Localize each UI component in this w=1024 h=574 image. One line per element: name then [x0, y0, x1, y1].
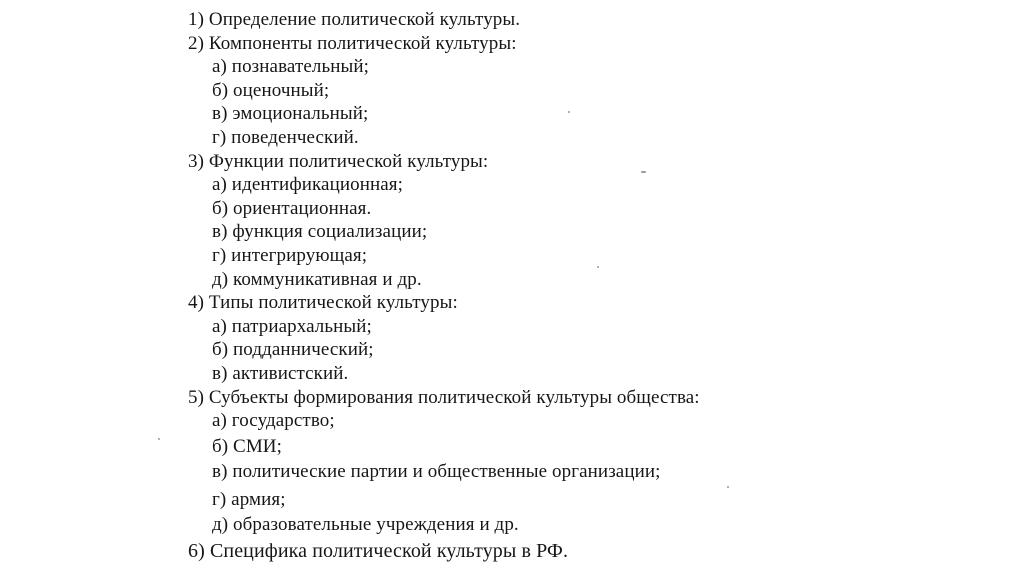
- outline-subitem: в) функция социализации;: [212, 221, 428, 243]
- outline-subitem: б) СМИ;: [212, 435, 283, 457]
- scan-speck: [641, 171, 646, 173]
- outline-item-5: 5) Субъекты формирования политической культуры общества:: [188, 386, 700, 408]
- outline-subitem: д) коммуникативная и др.: [212, 268, 422, 290]
- outline-subitem: б) ориентационная.: [212, 197, 372, 219]
- outline-item-3: 3) Функции политической культуры:: [188, 150, 489, 172]
- scan-speck: [568, 111, 570, 113]
- outline-subitem: г) поведенческий.: [212, 126, 359, 148]
- scan-speck: [727, 486, 729, 488]
- outline-subitem: а) государство;: [212, 410, 335, 432]
- outline-subitem: д) образовательные учреждения и др.: [212, 514, 519, 536]
- outline-item-6: 6) Специфика политической культуры в РФ.: [188, 540, 569, 563]
- outline-subitem: а) идентификационная;: [212, 174, 403, 196]
- outline-subitem: в) активистский.: [212, 362, 349, 384]
- outline-item-1: 1) Определение политической культуры.: [188, 9, 521, 30]
- outline-subitem: в) политические партии и общественные организации;: [212, 461, 661, 483]
- topic-outline: [188, 8, 808, 564]
- outline-subitem: а) познавательный;: [212, 56, 370, 78]
- outline-subitem: г) армия;: [212, 488, 286, 510]
- outline-item-4: 4) Типы политической культуры:: [188, 292, 458, 314]
- outline-subitem: г) интегрирующая;: [212, 244, 368, 266]
- outline-item-2: 2) Компоненты политической культуры:: [188, 32, 517, 54]
- outline-subitem: б) оценочный;: [212, 79, 330, 101]
- outline-subitem: а) патриархальный;: [212, 315, 372, 337]
- outline-subitem: б) подданнический;: [212, 339, 374, 361]
- outline-subitem: в) эмоциональный;: [212, 103, 369, 125]
- scan-speck: [597, 266, 599, 268]
- scan-speck: [158, 438, 160, 440]
